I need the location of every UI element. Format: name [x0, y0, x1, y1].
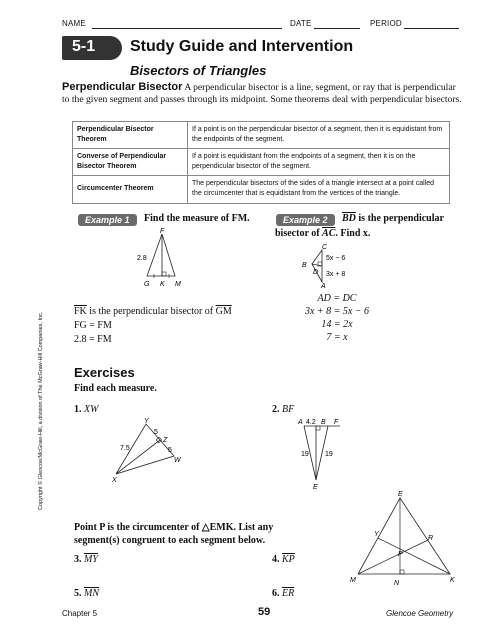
label-C: C [322, 244, 328, 251]
period-label: PERIOD [370, 19, 402, 28]
label-top: 4.2 [306, 419, 316, 426]
intro-text-rest: perpendicular to the given segment and passes through its midpoint. Some theorems deal with perpendicular bisectors. [62, 82, 462, 105]
table-row [73, 122, 450, 149]
q4-label: $\overline{KP}$ [282, 554, 295, 565]
theorem-name: Circumcenter Theorem [73, 176, 188, 204]
segment-BD: $\overline{BD}$ [342, 213, 356, 224]
exercises-heading: Exercises [74, 365, 135, 380]
example1-prompt: Find the measure of FM. [144, 213, 250, 224]
footer-chapter: Chapter 5 [62, 609, 98, 618]
intro-term: Perpendicular Bisector [62, 81, 183, 93]
question-1 [74, 404, 98, 415]
exercise3-diagram [342, 488, 462, 590]
label-X: X [112, 477, 117, 484]
label-R: R [428, 535, 434, 542]
label-b: 5 [154, 429, 158, 436]
q2-number: 2. [272, 404, 280, 415]
exercise2-diagram [296, 416, 356, 492]
label-E: E [313, 484, 318, 491]
label-c: 5 [168, 447, 172, 454]
label-bottom: 3x + 8 [326, 271, 346, 278]
segment-AC: $\overline{AC}$ [322, 228, 336, 239]
example2-prompt-l2: bisector of $\overline{AC}$. Find x. [275, 228, 371, 239]
date-field-line[interactable] [314, 28, 360, 29]
question-3 [74, 554, 98, 565]
label-left: 19 [301, 451, 309, 458]
theorem-table [72, 121, 450, 204]
label-F: F [334, 419, 339, 426]
q5-label: $\overline{MN}$ [84, 588, 99, 599]
label-Y: Y [144, 418, 149, 425]
question-6 [272, 588, 294, 599]
segment-FK: $\overline{FK}$ [74, 306, 87, 317]
question-2 [272, 404, 294, 415]
q3-number: 3. [74, 554, 82, 565]
label-side: 2.8 [137, 255, 147, 262]
title-bar [62, 36, 460, 60]
label-K: K [450, 577, 455, 584]
q2-label: BF [282, 404, 295, 415]
prompt-pre: bisector of [275, 228, 320, 239]
example1-line2: FG = FM [74, 320, 112, 331]
theorem-name: Converse of Perpendicular Bisector Theorem [73, 149, 188, 176]
prompt-end: Find x. [340, 228, 371, 239]
table-row [73, 149, 450, 176]
label-A: A [298, 419, 303, 426]
theorem-desc: The perpendicular bisectors of the sides of a triangle intersect at a point called the circumcenter that is equidistant from the vertices of the triangle. [188, 176, 450, 204]
q1-label: XW [84, 404, 99, 415]
circumcenter-instruction [74, 521, 273, 547]
example2-prompt-l1 [342, 213, 444, 224]
circ-line2: segment(s) congruent to each segment below. [74, 535, 266, 546]
line1-text: is the perpendicular bisector of [89, 306, 214, 317]
label-D: D [313, 269, 319, 276]
date-label: DATE [290, 19, 312, 28]
label-K: K [160, 281, 165, 288]
q1-number: 1. [74, 404, 82, 415]
label-F: F [160, 228, 165, 235]
lesson-number: 5-1 [72, 38, 96, 55]
lesson-subtitle: Bisectors of Triangles [130, 63, 267, 78]
example1-solution [74, 305, 232, 347]
theorem-desc: If a point is equidistant from the endpoints of a segment, then it is on the perpendicular bisector of the segment. [188, 149, 450, 176]
circ-line1: Point P is the circumcenter of △EMK. List any [74, 522, 274, 533]
example2-line4: 7 = x [326, 332, 348, 343]
q5-number: 5. [74, 588, 82, 599]
exercises-instruction: Find each measure. [74, 383, 157, 394]
example1-line3: 2.8 = FM [74, 334, 112, 345]
label-A: A [321, 283, 326, 290]
label-N: N [394, 580, 400, 587]
label-G: G [144, 281, 150, 288]
label-P: P [398, 551, 403, 558]
label-M: M [350, 577, 356, 584]
label-Y: Y [374, 531, 379, 538]
theorem-name: Perpendicular Bisector Theorem [73, 122, 188, 149]
footer-page: 59 [258, 606, 271, 618]
period-field-line[interactable] [404, 28, 459, 29]
label-Z: Z [163, 437, 168, 444]
example2-line3: 14 = 2x [321, 319, 353, 330]
example1-line1 [74, 305, 232, 319]
prompt-mid: is the perpendicular [358, 213, 444, 224]
name-field-line[interactable] [92, 28, 282, 29]
intro-paragraph [62, 81, 462, 106]
question-5 [74, 588, 99, 599]
label-B: B [302, 262, 307, 269]
label-top: 5x − 6 [326, 255, 346, 262]
table-row [73, 176, 450, 204]
label-B: B [321, 419, 326, 426]
example2-tag: Example 2 [276, 214, 335, 226]
exercise1-diagram [108, 416, 188, 484]
copyright-text: Copyright © Glencoe/McGraw-Hill, a division of The McGraw-Hill Companies, Inc. [38, 311, 44, 510]
example2-line1: AD = DC [317, 293, 357, 304]
example2-line2: 3x + 8 = 5x − 6 [304, 306, 370, 317]
example1-tag: Example 1 [78, 214, 137, 226]
segment-GM: $\overline{GM}$ [215, 306, 232, 317]
label-W: W [174, 457, 181, 464]
intro-text-first: A perpendicular bisector is a line, segment, or ray that is [184, 82, 401, 93]
example1-diagram [135, 228, 195, 290]
theorem-desc: If a point is on the perpendicular bisector of a segment, then it is equidistant from the endpoints of the segment. [188, 122, 450, 149]
footer-book: Glencoe Geometry [386, 609, 454, 618]
q4-number: 4. [272, 554, 280, 565]
label-M: M [175, 281, 181, 288]
question-4 [272, 554, 295, 565]
example2-solution [272, 292, 402, 344]
q3-label: $\overline{MY}$ [84, 554, 98, 565]
lesson-title: Study Guide and Intervention [130, 38, 354, 55]
example2-diagram [298, 242, 388, 290]
label-right: 19 [325, 451, 333, 458]
label-a: 7.5 [120, 445, 130, 452]
name-label: NAME [62, 19, 86, 28]
q6-label: $\overline{ER}$ [282, 588, 295, 599]
q6-number: 6. [272, 588, 280, 599]
label-E: E [398, 491, 403, 498]
